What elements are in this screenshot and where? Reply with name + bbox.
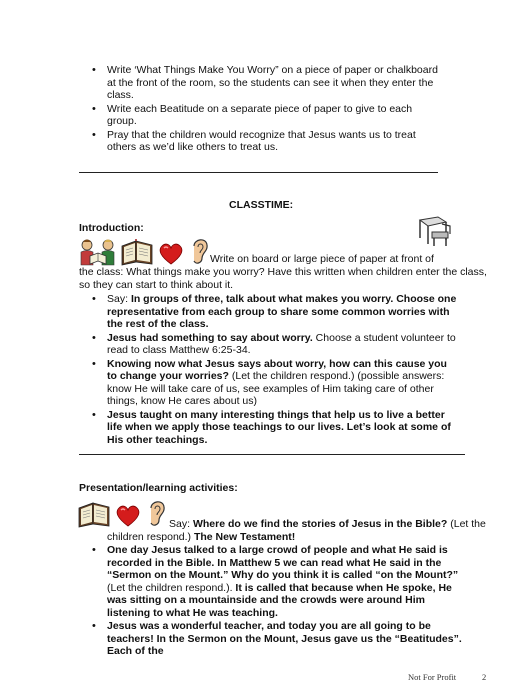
presentation-heading: Presentation/learning activities: <box>79 482 238 494</box>
list-item: • Write each Beatitude on a separate piece of paper to give to each group. <box>92 103 442 128</box>
heart-icon <box>115 504 141 528</box>
list-item: • Write ‘What Things Make You Worry” on a piece of paper or chalkboard at the front of the room, so the students can see it when they enter the class. <box>92 64 442 102</box>
intro-lead-line: so they can start to think about it. <box>79 279 234 291</box>
open-book-icon <box>77 500 111 528</box>
section-divider <box>79 454 465 455</box>
footer-label: Not For Profit <box>408 672 457 682</box>
list-item: • Jesus had something to say about worry. Choose a student volunteer to read to class Matthew 6:25-34. <box>92 332 458 357</box>
page-number: 2 <box>482 672 487 682</box>
intro-lead-line: the class: What things make you worry? Have this written when children enter the class, <box>79 266 487 278</box>
intro-bullet-list <box>92 293 458 446</box>
list-item: • Jesus taught on many interesting things that help us to live a better life when we apply those teachings to our lives. Let’s look at some of His other teachings. <box>92 409 458 447</box>
ear-icon <box>147 498 167 528</box>
list-item: • Knowing now what Jesus says about worry, how can this cause you to change your worries? (Let the children respond.) (possible answers: know He will take care of us, see examples of Him taking care of other things, know He cares about us) <box>92 358 458 408</box>
presentation-say-line: children respond.) The New Testament! <box>107 531 296 543</box>
introduction-heading: Introduction: <box>79 222 144 234</box>
list-item: • Say: In groups of three, talk about what makes you worry. Choose one representative from each group to share some common worries with the rest of the class. <box>92 293 458 331</box>
list-item: • One day Jesus talked to a large crowd of people and what He said is recorded in the Bible. In Matthew 5 we can read what He said in the “Sermon on the Mount.” Why do you think it is called “on the Mount?” (Let the children respond.). It is called that because when He spoke, He was sitting on a mountainside and the crowds were around Him listening to what He was teaching. <box>92 544 462 619</box>
school-desk-icon <box>416 214 452 252</box>
open-book-icon <box>120 238 154 266</box>
section-divider <box>79 172 438 173</box>
presentation-say-line: Say: Where do we find the stories of Jesus in the Bible? (Let the <box>169 518 486 530</box>
heart-icon <box>158 242 184 266</box>
reading-kids-icon <box>78 238 118 266</box>
classtime-heading: CLASSTIME: <box>229 199 294 211</box>
presentation-bullet-list <box>92 544 462 658</box>
list-item: • Jesus was a wonderful teacher, and today you are all going to be teachers! In the Sermon on the Mount, Jesus gave us the “Beatitudes”. Each of the <box>92 620 462 658</box>
preparation-list <box>92 64 442 155</box>
list-item: • Pray that the children would recognize that Jesus wants us to treat others as we’d like others to treat us. <box>92 129 442 154</box>
intro-icon-row <box>78 236 210 266</box>
intro-lead-inline: Write on board or large piece of paper at front of <box>210 253 434 265</box>
ear-icon <box>190 236 210 266</box>
presentation-icon-row <box>77 498 167 528</box>
